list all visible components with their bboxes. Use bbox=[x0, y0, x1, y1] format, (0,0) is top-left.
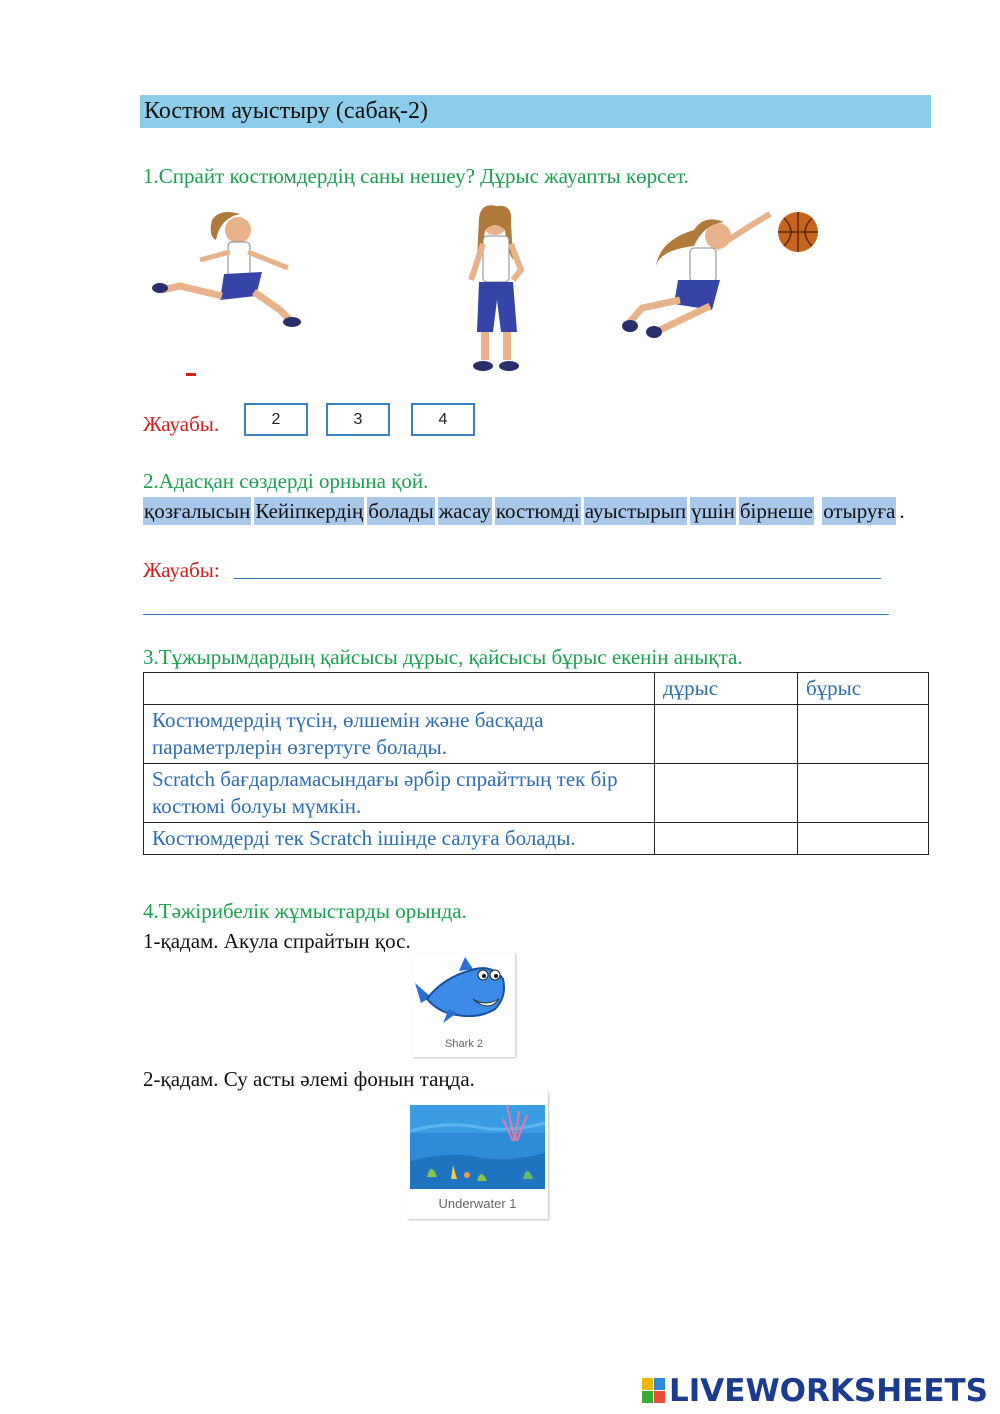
sentence-period: . bbox=[899, 499, 905, 523]
sprite-label: Shark 2 bbox=[445, 1038, 483, 1050]
table-row bbox=[144, 764, 929, 823]
question-3-prompt: 3.Тұжырымдардың қайсысы дұрыс, қайсысы бұрыс екенін анықта. bbox=[143, 645, 743, 669]
liveworksheets-logo bbox=[642, 1373, 988, 1409]
answer-option-3[interactable]: 3 bbox=[326, 403, 390, 436]
costume-standing-image bbox=[455, 200, 535, 380]
false-cell[interactable] bbox=[798, 823, 929, 855]
step-1-text: 1-қадам. Акула спрайтын қос. bbox=[143, 929, 411, 953]
step-2-text: 2-қадам. Су асты әлемі фонын таңда. bbox=[143, 1067, 475, 1091]
true-cell[interactable] bbox=[655, 823, 798, 855]
true-cell[interactable] bbox=[655, 705, 798, 764]
costume-jumping-image bbox=[620, 200, 825, 350]
answer-line-2[interactable] bbox=[143, 614, 889, 615]
answer-option-4[interactable]: 4 bbox=[411, 403, 475, 436]
backdrop-label: Underwater 1 bbox=[438, 1196, 517, 1211]
statement-text: Костюмдердің түсін, өлшемін және басқада параметрлерін өзгертуге болады. bbox=[144, 705, 655, 764]
statements-table bbox=[143, 672, 929, 855]
underwater-backdrop-tile bbox=[407, 1091, 548, 1219]
word-chip[interactable]: Кейіпкердің bbox=[255, 499, 364, 523]
word-chip[interactable]: отыруға bbox=[823, 499, 896, 523]
shark-icon bbox=[413, 953, 515, 1031]
word-chip[interactable]: костюмді bbox=[495, 499, 580, 523]
table-row bbox=[144, 705, 929, 764]
costume-running-image bbox=[150, 200, 310, 380]
shark-sprite-tile bbox=[413, 953, 515, 1057]
table-header-row bbox=[144, 673, 929, 705]
word-chip[interactable]: үшін bbox=[691, 499, 735, 523]
question-2-prompt: 2.Адасқан сөздерді орнына қой. bbox=[143, 469, 429, 493]
word-chip[interactable]: бірнеше bbox=[739, 499, 813, 523]
brand-text: LIVEWORKSHEETS bbox=[669, 1373, 988, 1409]
question-4-prompt: 4.Тәжірибелік жұмыстарды орында. bbox=[143, 899, 467, 923]
answer-option-2[interactable]: 2 bbox=[244, 403, 308, 436]
true-cell[interactable] bbox=[655, 764, 798, 823]
answer-line-1[interactable] bbox=[234, 578, 881, 579]
word-bank bbox=[143, 496, 913, 526]
false-cell[interactable] bbox=[798, 705, 929, 764]
question-1-answer-label: Жауабы. bbox=[143, 412, 220, 436]
false-cell[interactable] bbox=[798, 764, 929, 823]
page-title: Костюм ауыстыру (сабақ-2) bbox=[140, 95, 931, 128]
statement-text: Костюмдерді тек Scratch ішінде салуға болады. bbox=[144, 823, 655, 855]
question-2-answer-label: Жауабы: bbox=[143, 558, 220, 582]
column-header-true: дұрыс bbox=[655, 673, 798, 705]
logo-blocks-icon bbox=[642, 1378, 666, 1404]
question-1-prompt: 1.Спрайт костюмдердің саны нешеу? Дұрыс жауапты көрсет. bbox=[143, 164, 689, 188]
word-chip[interactable]: болады bbox=[368, 499, 434, 523]
word-chip[interactable]: қозғалысын bbox=[144, 499, 251, 523]
statement-text: Scratch бағдарламасындағы әрбір спрайттың тек бір костюмі болуы мүмкін. bbox=[144, 764, 655, 823]
word-chip[interactable]: ауыстырып bbox=[584, 499, 687, 523]
word-chip[interactable]: жасау bbox=[438, 499, 491, 523]
underwater-backdrop-image bbox=[407, 1091, 548, 1189]
column-header-false: бұрыс bbox=[798, 673, 929, 705]
table-header-empty bbox=[144, 673, 655, 705]
table-row bbox=[144, 823, 929, 855]
